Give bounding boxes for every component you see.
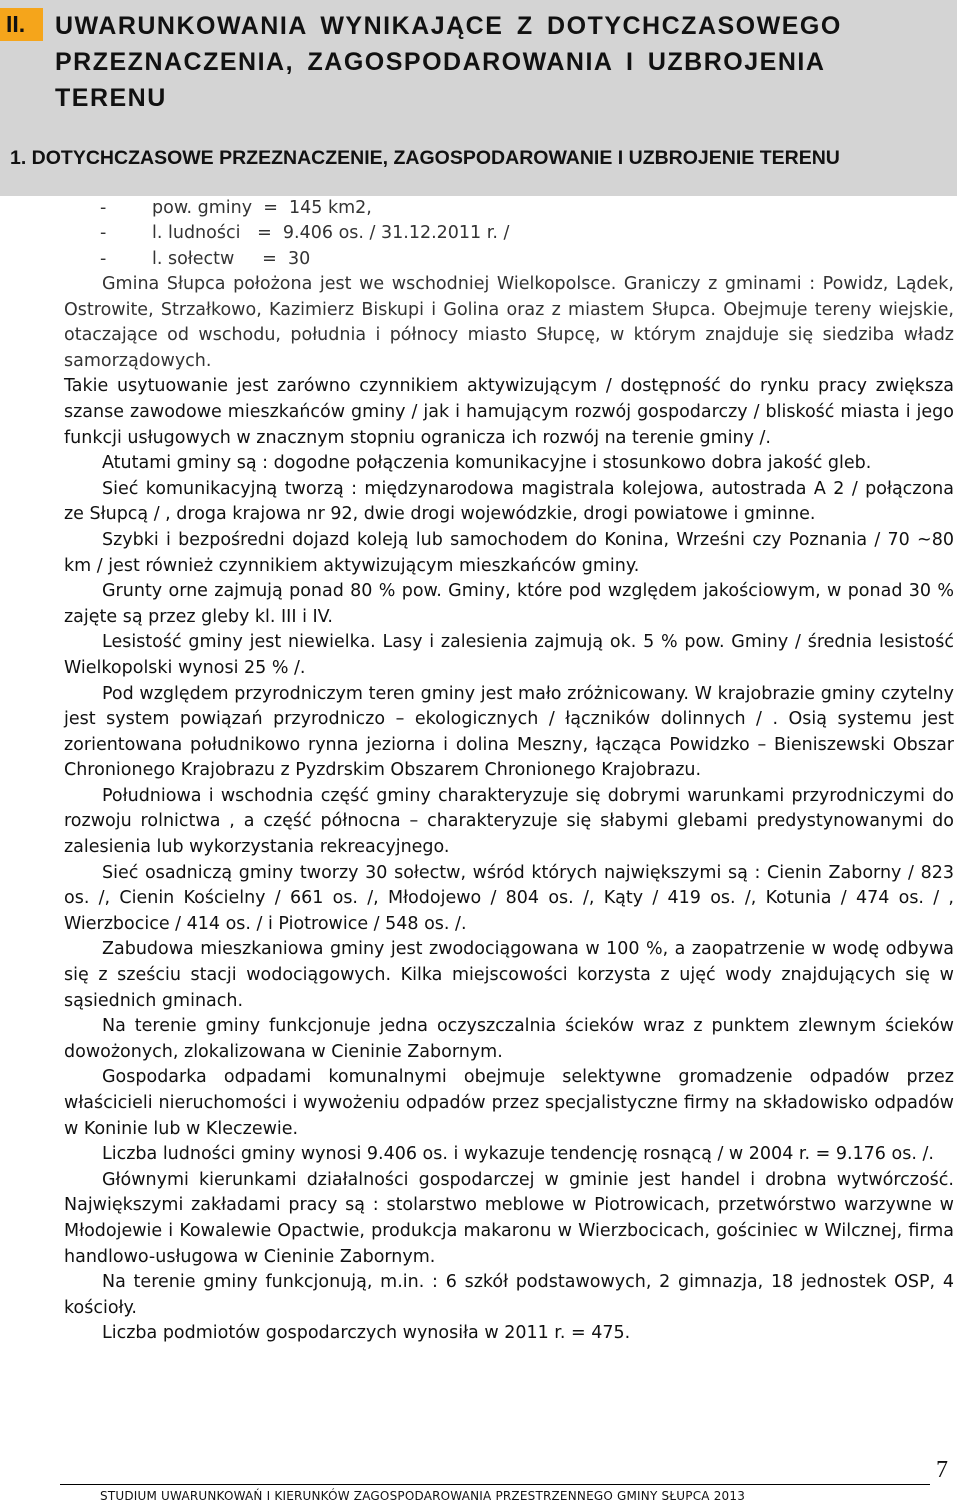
stats-list <box>100 196 509 272</box>
paragraph: Liczba ludności gminy wynosi 9.406 os. i wykazuje tendencję rosnącą / w 2004 r. = 9.176 os. /. <box>102 1144 934 1165</box>
paragraph: Na terenie gminy funkcjonuje jedna oczyszczalnia ścieków wraz z punktem zlewnym ścieków dowożonych, zlokalizowana w Cieninie Zabornym. <box>64 1016 954 1062</box>
paragraph: Zabudowa mieszkaniowa gminy jest zwodociągowana w 100 %, a zaopatrzenie w wodę odbywa się z sześciu stacji wodociągowych. Kilka miejscowości korzysta z ujęć wody znajdujących się w sąsiednich gminach. <box>64 939 954 1011</box>
paragraph: Liczba podmiotów gospodarczych wynosiła w 2011 r. = 475. <box>102 1323 631 1344</box>
paragraph: Takie usytuowanie jest zarówno czynnikiem aktywizującym / dostępność do rynku pracy zwiększa szanse zawodowe mieszkańców gminy / jak i hamującym rozwój gospodarczy / bliskość miasta i jego funkcji usługowych w znacznym stopniu ogranicza ich rozwój na terenie gminy /. <box>64 376 954 448</box>
paragraph: Atutami gminy są : dogodne połączenia komunikacyjne i stosunkowo dobra jakość gleb. <box>102 453 872 474</box>
paragraph: Gospodarka odpadami komunalnymi obejmuje selektywne gromadzenie odpadów przez właścicieli nieruchomości i wywożeniu odpadów przez specjalistyczne firmy na składowisko odpadów w Koninie lub w Kleczewie. <box>64 1067 954 1139</box>
paragraph: Gmina Słupca położona jest we wschodniej Wielkopolsce. Graniczy z gminami : Powidz, Lądek, Ostrowite, Strzałkowo, Kazimierz Biskupi i Golina oraz z miastem Słupca. Obejmuje tereny wiejskie, otaczające od wschodu, południa i północy miasto Słupcę, w którym znajduje się siedziba władz samorządowych. <box>64 274 954 371</box>
paragraph: Głównymi kierunkami działalności gospodarczej w gminie jest handel i drobna wytwórczość. Największymi zakładami pracy są : stolarstwo meblowe w Piotrowicach, przetwórstwo warzywne w Młodojewie i Kowalewie Opactwie, produkcja makaronu w Wierzbocicach, gościniec w Wilcznej, firma handlowo-usługowa w Cieninie Zabornym. <box>64 1169 954 1267</box>
paragraph: Sieć komunikacyjną tworzą : międzynarodowa magistrala kolejowa, autostrada A 2 / połączona ze Słupcą / , droga krajowa nr 92, dwie drogi wojewódzkie, drogi powiatowe i gminne. <box>64 478 954 525</box>
paragraph: Na terenie gminy funkcjonują, m.in. : 6 szkół podstawowych, 2 gimnazja, 18 jednostek OSP, 4 kościoły. <box>64 1272 954 1318</box>
footer-divider <box>60 1484 930 1485</box>
body-text <box>64 272 954 1347</box>
paragraph: Południowa i wschodnia część gminy charakteryzuje się dobrymi warunkami przyrodniczymi do rozwoju rolnictwa , a część północna – charakteryzuje się słabymi glebami predystynowanymi do zalesienia lub wykorzystania rekreacyjnego. <box>64 785 954 858</box>
section-header-band <box>0 0 957 196</box>
section-title: UWARUNKOWANIA WYNIKAJĄCE Z DOTYCHCZASOWEGO PRZEZNACZENIA, ZAGOSPODAROWANIA I UZBROJENIA TERENU <box>55 12 842 112</box>
subsection-title: 1. DOTYCHCZASOWE PRZEZNACZENIE, ZAGOSPODAROWANIE I UZBROJENIE TERENU <box>10 147 840 169</box>
section-number: II. <box>0 8 43 41</box>
paragraph: Szybki i bezpośredni dojazd koleją lub samochodem do Konina, Wrześni czy Poznania / 70 ~80 km / jest również czynnikiem aktywizującym mieszkańców gminy. <box>64 529 954 576</box>
paragraph: Pod względem przyrodniczym teren gminy jest mało zróżnicowany. W krajobrazie gminy czytelny jest system powiązań przyrodniczo – ekologicznych / łączników dolinnych / . Osią systemu jest zorientowana południkowo rynna jeziorna i dolina Meszny, łącząca Powidzko – Bieniszewski Obszar Chronionego Krajobrazu z Pyzdrskim Obszarem Chronionego Krajobrazu. <box>64 683 954 781</box>
footer-text: STUDIUM UWARUNKOWAŃ I KIERUNKÓW ZAGOSPODAROWANIA PRZESTRZENNEGO GMINY SŁUPCA 2013 <box>100 1489 746 1503</box>
stat-item: - l. ludności = 9.406 os. / 31.12.2011 r. / <box>100 223 510 244</box>
paragraph: Lesistość gminy jest niewielka. Lasy i zalesienia zajmują ok. 5 % pow. Gminy / średnia lesistość Wielkopolski wynosi 25 % /. <box>64 632 954 678</box>
stat-item: - l. sołectw = 30 <box>100 248 311 269</box>
paragraph: Sieć osadniczą gminy tworzy 30 sołectw, wśród których największymi są : Cienin Zaborny / 823 os. /, Cienin Kościelny / 661 os. /, Młodojewo / 804 os. /, Kąty / 419 os. /, Kotunia / 474 os. / , Wierzbocice / 414 os. / i Piotrowice / 548 os. /. <box>64 862 954 934</box>
page-number: 7 <box>936 1457 948 1483</box>
stat-item: - pow. gminy = 145 km2, <box>100 198 372 218</box>
paragraph: Grunty orne zajmują ponad 80 % pow. Gminy, które pod względem jakościowym, w ponad 30 % zajęte są przez gleby kl. III i IV. <box>64 581 954 627</box>
